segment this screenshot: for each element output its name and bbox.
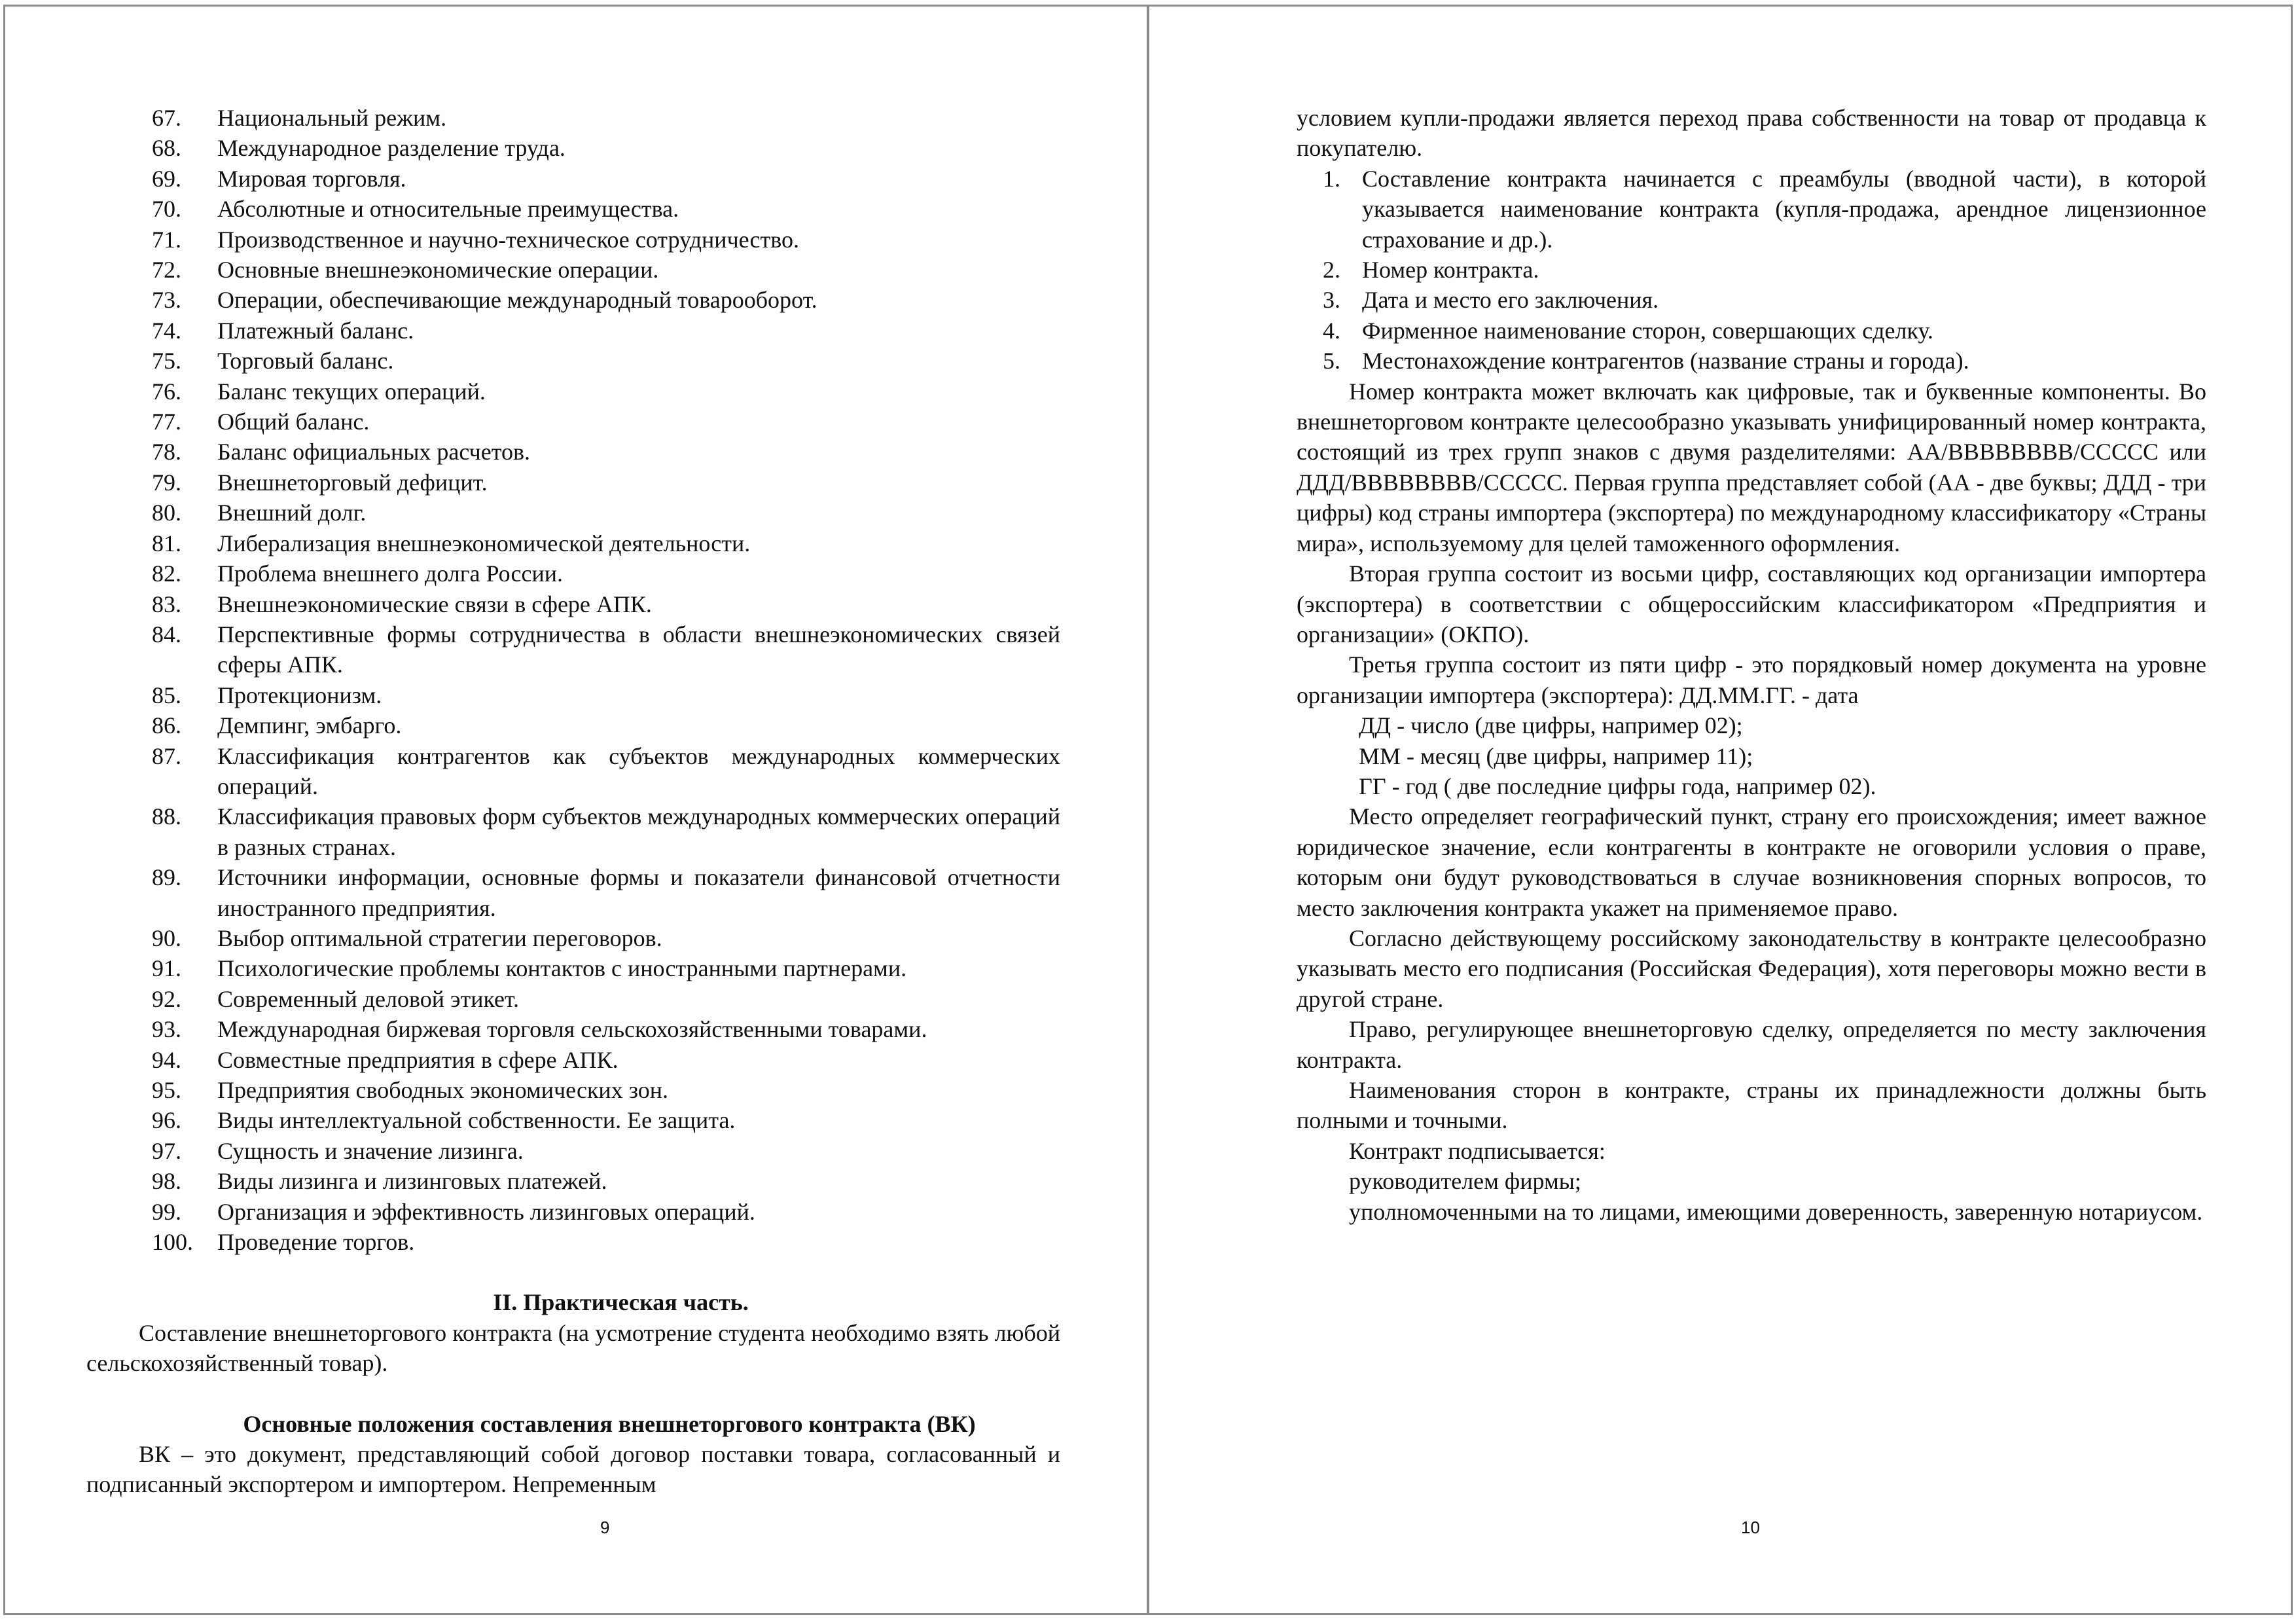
topic-number: 69. xyxy=(152,165,181,192)
date-part-line: ГГ - год ( две последние цифры года, например 02). xyxy=(1359,773,1876,799)
topic-item xyxy=(152,528,1060,558)
topic-text: Перспективные формы сотрудничества в области внешнеэкономических связей сферы АПК. xyxy=(217,621,1060,678)
topic-item xyxy=(152,710,1060,740)
topic-item xyxy=(152,1045,1060,1075)
subsection-paragraph: ВК – это документ, представляющий собой договор поставки товара, согласованный и подписанный экспортером и импортером. Непременным xyxy=(86,1441,1060,1498)
topic-text: Предприятия свободных экономических зон. xyxy=(217,1077,668,1103)
topic-text: Протекционизм. xyxy=(217,682,382,708)
topic-number: 68. xyxy=(152,135,181,162)
clause-item xyxy=(1297,285,2206,315)
clause-text: Дата и место его заключения. xyxy=(1362,287,1659,314)
topic-item xyxy=(152,467,1060,498)
topic-number: 81. xyxy=(152,530,181,556)
clause-text: Местонахождение контрагентов (название страны и города). xyxy=(1362,348,1969,374)
clause-number: 5. xyxy=(1323,348,1340,374)
left-page xyxy=(3,5,1149,1615)
topic-number: 74. xyxy=(152,317,181,344)
topic-item xyxy=(152,225,1060,255)
topic-item xyxy=(152,953,1060,983)
topic-text: Виды интеллектуальной собственности. Ее защита. xyxy=(217,1107,736,1134)
paragraph-party-names: Наименования сторон в контракте, страны их принадлежности должны быть полными и точными. xyxy=(1297,1077,2206,1134)
topic-number: 71. xyxy=(152,226,181,253)
topic-number: 67. xyxy=(152,105,181,131)
topic-text: Внешний долг. xyxy=(217,500,367,526)
topic-item xyxy=(152,1227,1060,1257)
topic-item xyxy=(152,194,1060,224)
date-part-line: ДД - число (две цифры, например 02); xyxy=(1359,712,1743,739)
topic-text: Баланс официальных расчетов. xyxy=(217,439,530,465)
topic-number: 93. xyxy=(152,1016,181,1043)
topic-item xyxy=(152,1105,1060,1135)
clause-text: Фирменное наименование сторон, совершающих сделку. xyxy=(1362,317,1933,344)
topic-item xyxy=(152,741,1060,802)
topic-number: 77. xyxy=(152,409,181,435)
topic-number: 91. xyxy=(152,955,181,982)
topic-text: Операции, обеспечивающие международный товарооборот. xyxy=(217,287,817,314)
topic-number: 94. xyxy=(152,1046,181,1073)
topic-number: 98. xyxy=(152,1168,181,1195)
topic-text: Абсолютные и относительные преимущества. xyxy=(217,196,679,223)
clause-text: Составление контракта начинается с преамбулы (вводной части), в которой указывается наименование контракта (купля-продажа, арендное лицензионное страхование и др.). xyxy=(1362,165,2206,253)
topic-number: 83. xyxy=(152,591,181,617)
section-paragraph: Составление внешнеторгового контракта (на усмотрение студента необходимо взять любой сельскохозяйственный товар). xyxy=(86,1319,1060,1377)
topic-text: Либерализация внешнеэкономической деятельности. xyxy=(217,530,751,556)
topic-text: Основные внешнеэкономические операции. xyxy=(217,257,659,283)
topic-number: 88. xyxy=(152,803,181,830)
paragraph-governing-right: Право, регулирующее внешнеторговую сделку, определяется по месту заключения контракта. xyxy=(1297,1016,2206,1073)
topic-item xyxy=(152,1075,1060,1105)
topic-item xyxy=(152,589,1060,619)
topic-number: 99. xyxy=(152,1198,181,1225)
topic-number: 95. xyxy=(152,1077,181,1103)
topic-number: 86. xyxy=(152,712,181,739)
paragraph-second-group: Вторая группа состоит из восьми цифр, составляющих код организации импортера (экспортера) в соответствии с общероссийским классификатором «Предприятия и организации» (ОКПО). xyxy=(1297,560,2206,647)
topic-number: 100. xyxy=(152,1229,193,1256)
topic-number: 76. xyxy=(152,378,181,405)
topic-number: 82. xyxy=(152,560,181,587)
topic-text: Выбор оптимальной стратегии переговоров. xyxy=(217,924,662,951)
page-number-left: 9 xyxy=(600,1518,610,1537)
topic-item xyxy=(152,437,1060,467)
topic-item xyxy=(152,1136,1060,1166)
topic-number: 87. xyxy=(152,742,181,769)
topic-text: Внешнеторговый дефицит. xyxy=(217,469,488,496)
topic-item xyxy=(152,862,1060,923)
paragraph-place: Место определяет географический пункт, страну его происхождения; имеет важное юридическое значение, если контрагенты в контракте не оговорили условия о праве, которым они будут руководствоваться в случае возникновения спорных вопросов, то место заключения контракта укажет на применяемое право. xyxy=(1297,803,2206,921)
topic-text: Баланс текущих операций. xyxy=(217,378,486,405)
topic-number: 97. xyxy=(152,1137,181,1164)
topic-text: Торговый баланс. xyxy=(217,348,394,374)
topic-text: Мировая торговля. xyxy=(217,165,406,192)
topic-item xyxy=(152,285,1060,315)
topic-number: 73. xyxy=(152,287,181,314)
signed-by-head: руководителем фирмы; xyxy=(1349,1168,1581,1195)
topic-number: 84. xyxy=(152,621,181,647)
clause-text: Номер контракта. xyxy=(1362,257,1539,283)
contract-clauses-list xyxy=(1297,164,2206,376)
topic-text: Международная биржевая торговля сельскохозяйственными товарами. xyxy=(217,1016,927,1043)
topic-text: Совместные предприятия в сфере АПК. xyxy=(217,1046,619,1073)
topic-text: Национальный режим. xyxy=(217,105,447,131)
clause-item xyxy=(1297,346,2206,376)
paragraph-contract-number: Номер контракта может включать как цифровые, так и буквенные компоненты. Во внешнеторговом контракте целесообразно указывать унифицированный номер контракта, состоящий из трех групп знаков с двумя разделителями: АА/ВВВВВВВВ/СССCC или ДДД/ВВВВВВВВ/ССССС. Первая группа представляет собой (АА - две буквы; ДДД - три цифры) код страны импортера (экспортера) по международному классификатору «Страны мира», используемому для целей таможенного оформления. xyxy=(1297,378,2206,556)
topic-number: 92. xyxy=(152,985,181,1012)
topic-number: 72. xyxy=(152,257,181,283)
date-parts-list xyxy=(1297,710,2206,801)
clause-number: 3. xyxy=(1323,287,1340,314)
right-page xyxy=(1147,5,2293,1615)
right-page-content xyxy=(1297,103,2206,1227)
topic-text: Внешнеэкономические связи в сфере АПК. xyxy=(217,591,652,617)
continuation-paragraph: условием купли-продажи является переход права собственности на товар от продавца к покупателю. xyxy=(1297,105,2206,162)
signed-intro: Контракт подписывается: xyxy=(1349,1137,1605,1164)
topic-number: 78. xyxy=(152,439,181,465)
topic-item xyxy=(152,407,1060,437)
topic-item xyxy=(152,255,1060,285)
paragraph-third-group: Третья группа состоит из пяти цифр - это порядковый номер документа на уровне организации импортера (экспортера): ДД.ММ.ГГ. - дата xyxy=(1297,651,2206,708)
date-part-line: ММ - месяц (две цифры, например 11); xyxy=(1359,742,1753,769)
left-page-content xyxy=(86,103,1060,1500)
clause-item xyxy=(1297,164,2206,255)
topic-text: Классификация правовых форм субъектов международных коммерческих операций в разных странах. xyxy=(217,803,1060,860)
topic-text: Источники информации, основные формы и показатели финансовой отчетности иностранного предприятия. xyxy=(217,864,1060,921)
topic-item xyxy=(152,1166,1060,1196)
topic-text: Организация и эффективность лизинговых операций. xyxy=(217,1198,755,1225)
topic-item xyxy=(152,103,1060,133)
clause-number: 2. xyxy=(1323,257,1340,283)
topic-number: 80. xyxy=(152,500,181,526)
topic-number: 85. xyxy=(152,682,181,708)
section-title: II. Практическая часть. xyxy=(493,1289,749,1316)
topic-number: 89. xyxy=(152,864,181,891)
paragraph-law: Согласно действующему российскому законодательству в контракте целесообразно указывать место его подписания (Российская Федерация), хотя переговоры можно вести в другой стране. xyxy=(1297,924,2206,1012)
topics-list xyxy=(152,103,1060,1257)
topic-item xyxy=(152,1014,1060,1044)
topic-text: Психологические проблемы контактов с иностранными партнерами. xyxy=(217,955,907,982)
subsection-title: Основные положения составления внешнеторгового контракта (ВК) xyxy=(243,1410,976,1437)
signed-by-authorized: уполномоченными на то лицами, имеющими доверенность, заверенную нотариусом. xyxy=(1349,1198,2203,1225)
topic-item xyxy=(152,680,1060,710)
clause-item xyxy=(1297,316,2206,346)
topic-text: Международное разделение труда. xyxy=(217,135,565,162)
topic-item xyxy=(152,133,1060,163)
topic-text: Проблема внешнего долга России. xyxy=(217,560,564,587)
clause-item xyxy=(1297,255,2206,285)
topic-text: Сущность и значение лизинга. xyxy=(217,1137,524,1164)
topic-item xyxy=(152,346,1060,376)
topic-item xyxy=(152,316,1060,346)
topic-number: 96. xyxy=(152,1107,181,1134)
topic-item xyxy=(152,984,1060,1014)
topic-item xyxy=(152,376,1060,407)
topic-text: Проведение торгов. xyxy=(217,1229,415,1256)
topic-item xyxy=(152,923,1060,953)
topic-item xyxy=(152,498,1060,528)
topic-item xyxy=(152,619,1060,680)
topic-number: 90. xyxy=(152,924,181,951)
topic-text: Производственное и научно-техническое сотрудничество. xyxy=(217,226,800,253)
topic-text: Классификация контрагентов как субъектов международных коммерческих операций. xyxy=(217,742,1060,799)
topic-text: Общий баланс. xyxy=(217,409,370,435)
topic-item xyxy=(152,801,1060,862)
page-number-right: 10 xyxy=(1741,1518,1760,1537)
topic-item xyxy=(152,164,1060,194)
topic-text: Платежный баланс. xyxy=(217,317,414,344)
topic-text: Современный деловой этикет. xyxy=(217,985,520,1012)
topic-item xyxy=(152,558,1060,589)
topic-text: Виды лизинга и лизинговых платежей. xyxy=(217,1168,607,1195)
clause-number: 4. xyxy=(1323,317,1340,344)
topic-item xyxy=(152,1197,1060,1227)
clause-number: 1. xyxy=(1323,165,1340,192)
topic-number: 75. xyxy=(152,348,181,374)
topic-number: 70. xyxy=(152,196,181,223)
topic-number: 79. xyxy=(152,469,181,496)
topic-text: Демпинг, эмбарго. xyxy=(217,712,402,739)
